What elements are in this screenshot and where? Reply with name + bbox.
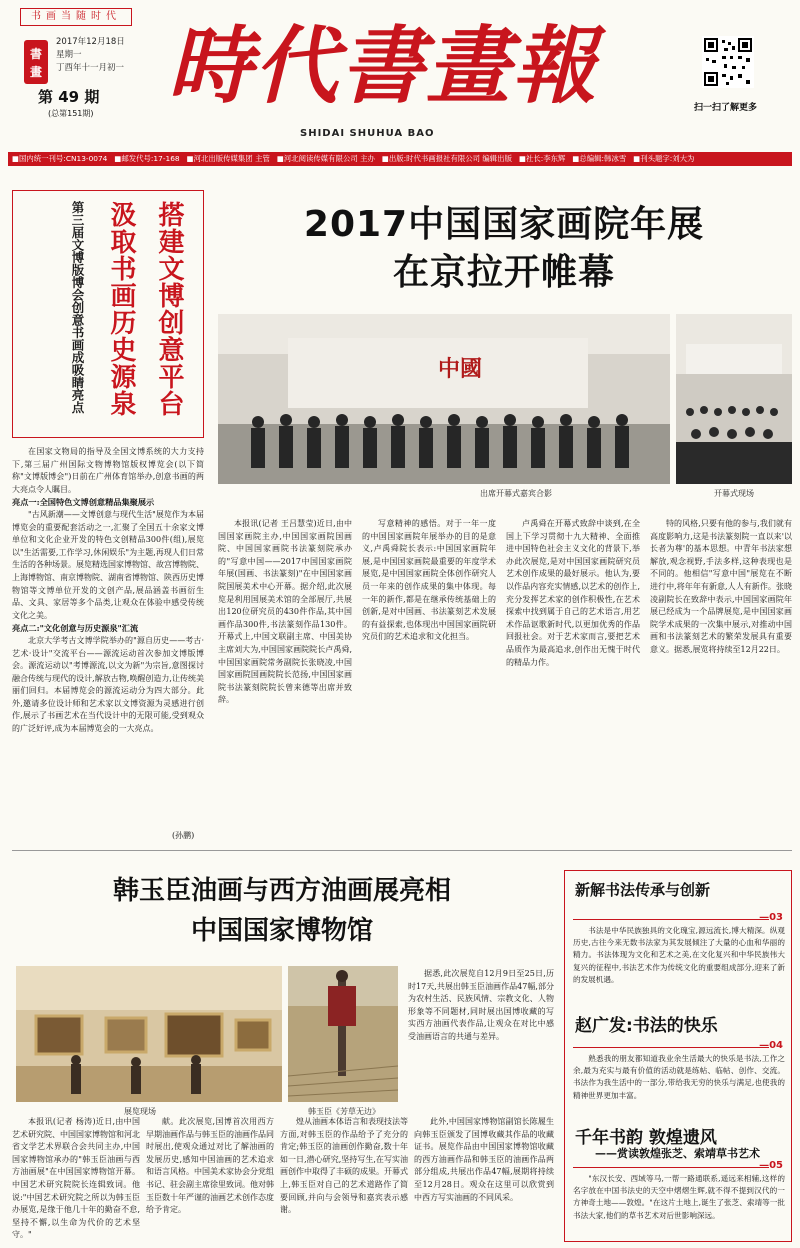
bottom-photo-painting: [288, 966, 398, 1102]
bottom-col-5: 据悉,此次展览自12月9日至25日,历时17天,共展出韩玉臣油画作品47幅,部分为农村生活、民族风情、宗教文化、人物形象等不同题材,同时展出国博收藏的写实西方油画代表作品,让观众在对比中感受油画语言的共通与差异。: [408, 969, 554, 1041]
weekday-text: 星期一: [56, 50, 82, 60]
main-col-3: 卢禹舜在开幕式致辞中谈到,在全国上下学习贯彻十九大精神、全面推进中国特色社会主义文化的背景下,举办此次展览,是对中国国家画院研究员艺术创作成果的最好展示。他认为,要以作品内容充实情感,以艺术的创作上,充分发挥艺术家的创作积极性,在艺术探索中找到属于自己的艺术语言,用艺术作品讴歌新时代,以更加优秀的作品回报社会。对于艺术家而言,要把艺术品质作为最高追求,创作出无愧于时代的精品力作。: [506, 519, 640, 667]
sidebar-rule-1: [573, 919, 769, 920]
info-bar: [8, 152, 792, 166]
seal-logo: [22, 38, 50, 86]
left-byline: (孙鹏): [172, 831, 195, 840]
left-title-col3: 第三届文博版博会创意书画成吸睛亮点: [70, 201, 85, 414]
main-headline-2: 在京拉开帷幕: [392, 252, 615, 293]
sidebar-title-3[interactable]: 千年书韵 敦煌遗风: [575, 1128, 717, 1148]
bottom-col-2: 献。此次展览,国博首次用西方早期油画作品与韩玉臣的油画作品同时展出,使观众通过对比了解油画的发展历史,感知中国油画的艺术追求和语言风格。中国美术家协会分党组书记、驻会副主席徐里致词。他对韩玉臣数十年严谨的油画艺术创作态度给予肯定。: [146, 1117, 274, 1215]
info-item: ■社长:李东辉: [518, 154, 566, 163]
main-col-2: 写意精神的感悟。对于一年一度的中国国家画院年展举办的目的是意义,卢禹舜院长表示:中国国家画院年展,是中国国家画院最重要的年度学术展览,是中国国家画院全体创作研究人员一年来的创作成果的集中体现。每一年的新作,都是在继承传统基础上的创新,是对中国画、书法篆刻艺术发展的有益探索,也体现出中国国家画院研究员们的艺术追求和文化担当。: [362, 519, 496, 642]
bottom-col-1: 本报讯(记者 杨涛)近日,由中国艺术研究院、中国国家博物馆和河北省文学艺术界联合会共同主办,中国国家博物馆承办的"韩玉臣油画与西方油画展"在中国国家博物馆开幕。中国艺术研究院院长连辑致词。他说:"中国艺术研究院之所以为韩玉臣办展览,是缘于他几十年的勤奋不怠,坚持不懈,以生命为代价的艺术坚守。": [12, 1117, 140, 1240]
main-photo-ceremony: [676, 314, 792, 484]
left-para-2: 北京大学考古文博学院举办的"源自历史——考古·艺术·设计"交流平台——源流运动首次参加文博版博会。源流运动以"考博源流,以文为新"为宗旨,意图探讨融合传统与现代的设计,解放古物,唤醒创造力,让传统美丽们回归。本届博览会的源流运动分为四大部分。此外,邀请多位设计师和艺术家以文博资源为灵感进行创作,展示了书画艺术在当代设计中的无限可能,受到观众的广泛好评,成为本届博览会的一大亮点。: [12, 635, 204, 734]
left-article-body: [12, 446, 204, 846]
info-item: ■出版:时代书画报社有限公司 编辑出版: [381, 154, 512, 163]
lunar-date-text: 丁酉年十一月初一: [56, 63, 125, 73]
newspaper-pinyin: SHIDAI SHUHUA BAO: [300, 128, 435, 139]
section-divider: [12, 850, 792, 851]
left-title-col1: 搭建文博创意平台: [154, 201, 184, 417]
sidebar-page-3[interactable]: —05: [759, 1160, 783, 1171]
main-col-1: 本报讯(记者 王吕慧莹)近日,由中国国家画院主办,中国国家画院国画院、中国国家画院书法篆刻院承办的"写意中国——2017中国国家画院年展(国画、书法篆刻)"在中国国家画院国展美术中心开幕。据介绍,此次展览是利用国展美术馆的全部展厅,共展出120位研究员的430件作品,其中国画作品300件,书法篆刻作品130件。开幕式上,中国文联副主席、中国美协主席刘大为,中国国家画院院长卢禹舜,中国国家画院常务副院长张晓凌,中国国家画院国画院院长范扬,中国国家画院书法篆刻院院长曾来德等出席并致辞。: [218, 519, 352, 705]
date-block: [56, 36, 125, 75]
qr-code: [702, 36, 754, 88]
slogan: 书画当随时代: [31, 11, 121, 22]
bottom-col-3: 煌从油画本体语言和表现技法等方面,对韩玉臣的作品给予了充分的肯定;韩玉臣的油画创作勤奋,数十年如一日,潜心研究,坚持写生,在写实油画创作中取得了丰硕的成果。开幕式上,韩玉臣对自己的艺术道路作了简要回顾,并向与会领导和嘉宾表示感谢。: [280, 1117, 408, 1215]
sidebar-text-1: 书法是中华民族独具的文化瑰宝,源远流长,博大精深。纵观历史,古往今来无数书法家为其发展倾注了大量的心血和华丽的精力。书法体现为文化和艺术之美,在文化复兴和中华民族伟大复兴的征程中,书法艺术作为传统文化的重要组成部分,迎来了新的发展机遇。: [573, 926, 785, 984]
main-col-4: 特的风格,只要有他的参与,我们就有高度影响力,这是书法篆刻院一直以来'以长者为尊'的基本思想。中青年书法家想解放,观念视野,手法多样,这种表现也是不同的。他相信"写意中国"展览在不断进行中,将年年有新意,人人有新作。张晓凌副院长在致辞中表示,中国国家画院年展已经成为一个品牌展览,是中国国家画院学术成果的一次集中展示,对推动中国画和书法篆刻艺术的繁荣发展具有重要意义。据悉,展览将持续至12月22日。: [650, 519, 792, 654]
svg-text:畫: 畫: [29, 65, 43, 79]
masthead: [0, 0, 800, 152]
bottom-col-4: 此外,中国国家博物馆副馆长陈履生向韩玉臣颁发了国博收藏其作品的收藏证书。展览作品由中国国家博物馆收藏的西方油画作品和韩玉臣的油画作品两部分组成,共展出作品47幅,展期将持续至12月28日。观众在这里可以欣赏到中西方写实油画的不同风采。: [414, 1117, 554, 1202]
main-photo2-caption: 开幕式现场: [714, 489, 754, 498]
main-photo1-caption: 出席开幕式嘉宾合影: [480, 489, 552, 498]
info-item: ■国内统一刊号:CN13-0074: [12, 154, 108, 163]
issue-total: (总第151期): [48, 109, 94, 118]
bottom-headline-1: 韩玉臣油画与西方油画展亮相: [112, 876, 451, 906]
sidebar-header[interactable]: 新解书法传承与创新: [575, 881, 711, 899]
bottom-photo-exhibition: [16, 966, 282, 1102]
bottom-headline-2: 中国国家博物馆: [190, 916, 373, 946]
sidebar-page-1[interactable]: —03: [759, 912, 783, 923]
sidebar-text-3: "东汉长安、西域等马,一帮一路通联系,遥远来相辅,这样的名字放在中国书法史的天空中熠熠生辉,就不得不提到汉代的一方神奇土地——敦煌。"在这片土地上,诞生了张芝、索靖等一批书法大家,他们的草书艺术对后世影响深远。: [573, 1174, 785, 1220]
info-item: ■河北出版传媒集团 主管: [186, 154, 270, 163]
info-item: ■邮发代号:17-168: [114, 154, 180, 163]
svg-text:書: 書: [29, 47, 43, 61]
date-text: 2017年12月18日: [56, 37, 125, 47]
slogan-box: [20, 8, 132, 26]
left-subhead-1: 亮点一:全国特色文博创意精品集聚展示: [12, 497, 155, 508]
sidebar-subtitle-3: ——赏读敦煌张芝、索靖草书艺术: [595, 1147, 760, 1160]
qr-caption: 扫一扫了解更多: [694, 103, 758, 113]
left-para-1: "古风新潮——文博创意与现代生活"展览作为本届博览会的重要配套活动之一,汇聚了全国五十余家文博单位和文化企业开发的特色文创精品300件(组),展览以"生活需要,工作学习,休闲娱乐"为主题,再现人们日常生活的各种场景。展览精选国家博物馆、故宫博物院、上海博物馆、南京博物院、湖南省博物馆、陕西历史博物馆等文博单位开发的文创产品,展品涵盖书画衍生品、文具、家居等多个品类,让观众在体验中感受传统文化之美。: [12, 509, 204, 620]
bottom-photo1-caption: 展览现场: [124, 1107, 156, 1116]
sidebar: [564, 870, 792, 1242]
sidebar-page-2[interactable]: —04: [759, 1040, 783, 1051]
left-title-col2: 汲取书画历史源泉: [106, 201, 136, 417]
svg-text:中國: 中國: [438, 356, 483, 382]
sidebar-title-2[interactable]: 赵广发:书法的快乐: [575, 1016, 718, 1036]
sidebar-rule-3: [573, 1167, 769, 1168]
sidebar-text-2: 熟悉我的朋友都知道我业余生活最大的快乐是书法,工作之余,最为充实与最有价值的活动就是练帖、临帖、创作、交流。书法作为我生活中的一部分,带给我无穷的快乐与满足,也使我的精神世界更加丰富。: [573, 1054, 785, 1100]
left-article-title-box: [12, 190, 204, 438]
newspaper-title: 時代書畫報: [168, 16, 599, 115]
info-item: ■总编辑:韩冰雪: [572, 154, 627, 163]
issue-number: 第 49 期: [38, 88, 100, 106]
bottom-photo2-caption: 韩玉臣《芳草无边》: [308, 1107, 380, 1116]
main-photo-group: [218, 314, 670, 484]
info-item: ■刊头题字:刘大为: [633, 154, 695, 163]
left-intro: 在国家文物局的指导及全国文博系统的大力支持下,第三届广州国际文物博物馆版权博览会(以下简称"文博版博会")日前在广州体育馆举办,创意书画的两大亮点令人瞩目。: [12, 447, 204, 494]
info-item: ■河北阅读传媒有限公司 主办: [276, 154, 375, 163]
left-subhead-2: 亮点二:"文化创意与历史源泉"汇流: [12, 623, 139, 634]
main-headline-1: 2017中国国家画院年展: [303, 204, 705, 245]
sidebar-rule-2: [573, 1047, 769, 1048]
